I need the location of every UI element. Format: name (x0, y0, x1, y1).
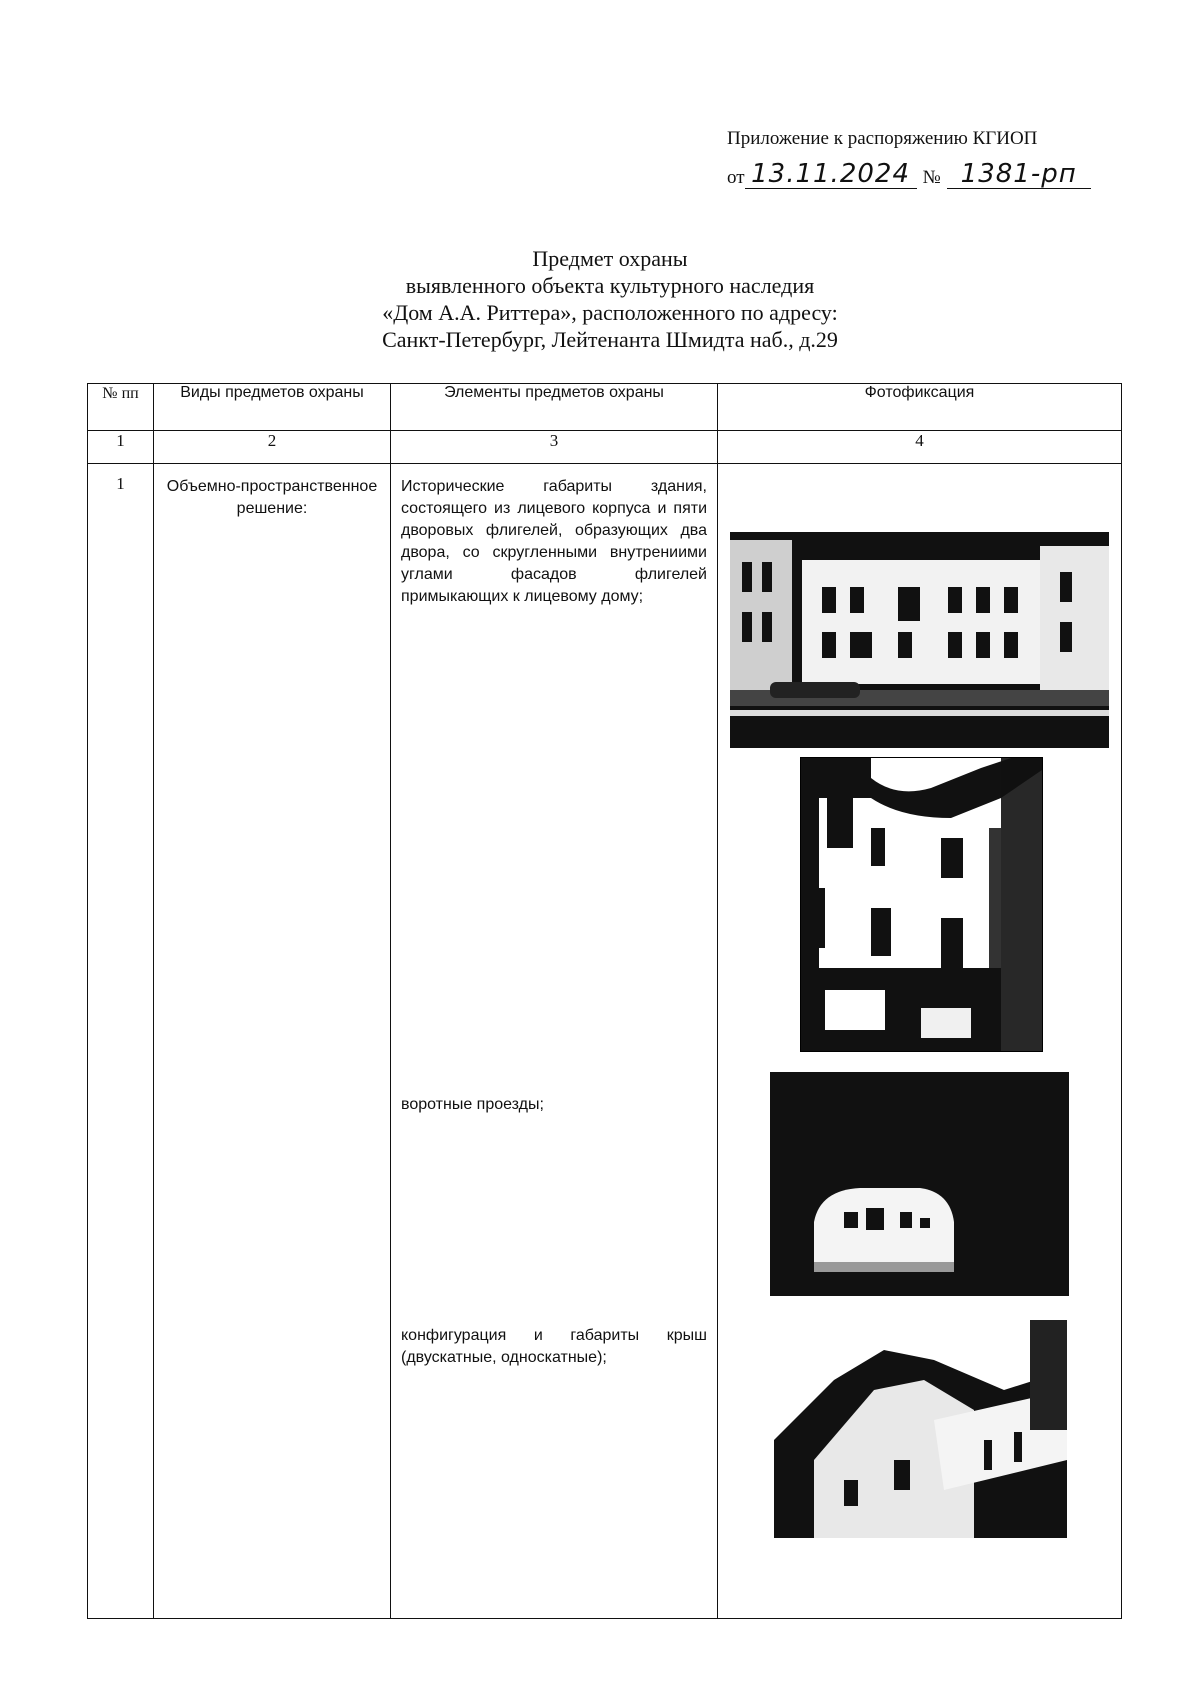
order-date: 13.11.2024 (745, 160, 917, 189)
title-line-2: выявленного объекта культурного наследия (405, 273, 815, 298)
element-text: Исторические габариты здания, состоящего из лицевого корпуса и пяти дворовых флигелей, образующих два двора, со скругленными внутрениими углами фасадов флигелей примыкающих к лицевому дому; (401, 478, 707, 605)
index-cell: 3 (391, 431, 718, 464)
header-num: № пп (88, 384, 154, 431)
row-photos (718, 464, 1122, 1619)
row-kind: Объемно-пространственное решение: (154, 464, 391, 1619)
title-line-4: Санкт-Петербург, Лейтенанта Шмидта наб., д.29 (382, 327, 838, 352)
from-label: от (727, 167, 745, 188)
gate-passage-photo (770, 1072, 1069, 1296)
facade-photo (730, 532, 1109, 748)
protection-table (87, 383, 1122, 1619)
roofs-photo (774, 1320, 1067, 1538)
element-text: воротные проезды; (401, 1096, 544, 1113)
appendix-caption: Приложение к распоряжению КГИОП (727, 128, 1038, 149)
header-elements: Элементы предметов охраны (391, 384, 718, 431)
courtyard-photo (800, 757, 1043, 1052)
document-title (300, 245, 920, 353)
header-kind: Виды предметов охраны (154, 384, 391, 431)
index-cell: 1 (88, 431, 154, 464)
element-text: конфигурация и габариты крыш (двускатные, односкатные); (401, 1327, 707, 1366)
table-header-row (88, 384, 1122, 431)
order-number: 1381-рп (947, 160, 1091, 189)
index-cell: 4 (718, 431, 1122, 464)
header-photo: Фотофиксация (718, 384, 1122, 431)
index-cell: 2 (154, 431, 391, 464)
title-line-1: Предмет охраны (532, 246, 688, 271)
row-number: 1 (88, 464, 154, 1619)
number-sign: № (922, 167, 941, 188)
table-row (88, 464, 1122, 1619)
table-index-row (88, 431, 1122, 464)
row-elements (391, 464, 718, 1619)
title-line-3: «Дом А.А. Риттера», расположенного по адресу: (382, 300, 838, 325)
order-reference (727, 160, 1091, 189)
